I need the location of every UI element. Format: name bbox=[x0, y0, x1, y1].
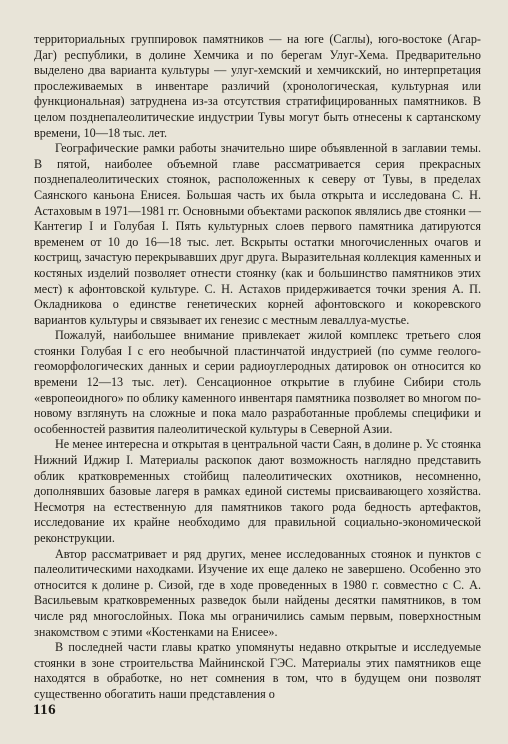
body-text bbox=[34, 32, 481, 703]
paragraph: территориальных группировок памятников — на юге (Саглы), юго-востоке (Агар-Даг) республики, в долине Хемчика и по берегам Улуг-Хема. Предварительно выделено два варианта культуры — улуг-хемский и хемчикский, но интерпретация прослеживаемых в инвентаре различий (хронологическая, культурная или функциональная) затруднена из-за отсутствия стратифицированных памятников. В целом позднепалеолитические индустрии Тувы могут быть отнесены к сартанскому времени, 10—18 тыс. лет. bbox=[34, 32, 481, 140]
paragraph: Автор рассматривает и ряд других, менее исследованных стоянок и пунктов с палеолитическими находками. Изучение их еще далеко не завершено. Особенно это относится к долине р. Сизой, где в ходе проведенных в 1980 г. совместно с С. А. Васильевым кратковременных разведок были найдены десятки памятников, в том числе ряд многослойных. Пока мы ограничились самым первым, поверхностным знакомством с этими «Костенками на Енисее». bbox=[34, 546, 481, 639]
paragraph: В последней части главы кратко упомянуты недавно открытые и исследуемые стоянки в зоне строительства Майнинской ГЭС. Материалы этих памятников еще находятся в обработке, но нет сомнения в том, что в будущем они позволят существенно обогатить наши представления о bbox=[34, 640, 481, 701]
paragraph: Не менее интересна и открытая в центральной части Саян, в долине р. Ус стоянка Нижний Иджир I. Материалы раскопок дают возможность наглядно представить облик кратковременных стойбищ палеолитических охотников, несомненно, дополнявших базовые лагеря в рамках единой системы присваивающего хозяйства. Несмотря на естественную для памятников такого рода бедность артефактов, исследование их крайне необходимо для правильной социально-экономической реконструкции. bbox=[34, 437, 481, 545]
page-number: 116 bbox=[33, 702, 57, 718]
paragraph: Географические рамки работы значительно шире объявленной в заглавии темы. В пятой, наиболее объемной главе рассматривается серия прекрасных позднепалеолитических стоянок, расположенных к северу от Тувы, в пределах Саянского каньона Енисея. Большая часть их была открыта и исследована С. Н. Астаховым в 1971—1981 гг. Основными объектами раскопок являлись две стоянки — Кантегир I и Голубая I. Пять культурных слоев первого памятника датируются временем от 10 до 16—18 тыс. лет. Вскрыты остатки многочисленных очагов и кострищ, зачастую перекрывавших друг друга. Выразительная коллекция каменных и костяных изделий позволяет отнести стоянку (как и большинство памятников этих мест) к афонтовской культуре. С. Н. Астахов придерживается точки зрения А. П. Окладникова о единстве генетических корней афонтовского и кокоревского вариантов культуры и связывает их генезис с местным леваллуа-мустье. bbox=[34, 141, 481, 327]
paragraph: Пожалуй, наибольшее внимание привлекает жилой комплекс третьего слоя стоянки Голубая I с его необычной пластинчатой индустрией (по сумме геолого-геоморфологических данных и серии радиоуглеродных датировок он относится ко времени 12—13 тыс. лет). Сенсационное открытие в глубине Сибири столь «европеоидного» по облику каменного инвентаря памятника позволяет во многом по-новому взглянуть на сложные и пока мало разработанные проблемы специфики и особенностей развития палеолитической культуры в Северной Азии. bbox=[34, 328, 481, 436]
